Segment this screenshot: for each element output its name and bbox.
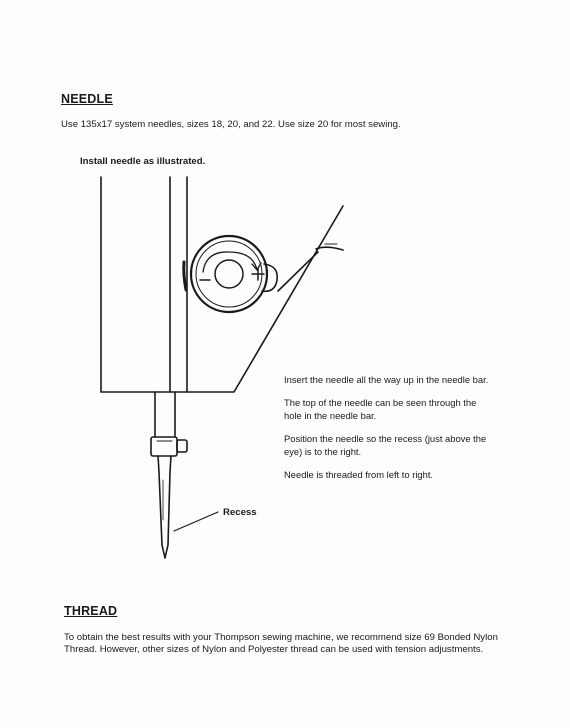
installation-instructions bbox=[284, 373, 496, 490]
instruction-3: Position the needle so the recess (just above the eye) is to the right. bbox=[284, 432, 487, 457]
illustration-caption: Install needle as illustrated. bbox=[80, 156, 206, 167]
instruction-2: The top of the needle can be seen through the hole in the needle bar. bbox=[284, 396, 477, 421]
instruction-1: Insert the needle all the way up in the needle bar. bbox=[284, 374, 489, 385]
instruction-4: Needle is threaded from left to right. bbox=[284, 468, 434, 480]
recess-label: Recess bbox=[223, 507, 257, 518]
thread-body-text: To obtain the best results with your Thompson sewing machine, we recommend size 69 Bonded Nylon Thread. However, other sizes of Nylon and Polyester thread can be used with tension adjustments. bbox=[64, 632, 498, 655]
thread-heading: THREAD bbox=[64, 604, 118, 618]
needle-heading: NEEDLE bbox=[61, 92, 113, 106]
needle-intro-text: Use 135x17 system needles, sizes 18, 20, and 22. Use size 20 for most sewing. bbox=[61, 119, 401, 130]
